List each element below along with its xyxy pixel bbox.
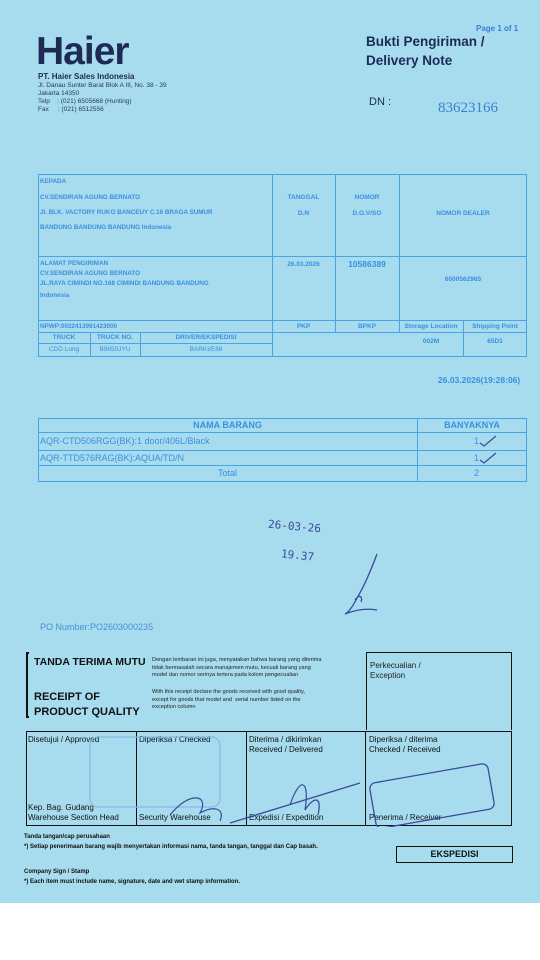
alamat-address-1: JL.RAYA CIMINDI NO.168 CIMINDI BANDUNG BANDUNG <box>40 280 209 287</box>
note-en: *) Each item must include name, signature, date and wet stamp information. <box>24 879 241 885</box>
truck-no-header: TRUCK NO. <box>96 334 134 341</box>
truck-value: CDD Long <box>48 346 80 353</box>
total-label: Total <box>217 468 237 478</box>
tanggal-header: TANGGAL <box>287 194 320 201</box>
tanggal-value: 26.03.2026 <box>287 261 320 268</box>
section-head-label: Kep. Bag. Gudang Warehouse Section Head <box>28 803 119 822</box>
kepada-label: KEPADA <box>40 178 67 185</box>
item-qty: 1 <box>474 436 480 446</box>
haier-logo: Haier <box>36 30 129 73</box>
approved-label: Disetujui / Approved <box>28 735 100 744</box>
driver-value: BARKI/E88 <box>189 346 223 353</box>
tanggal-subheader: D.N <box>297 210 310 217</box>
alamat-address-2: Indonesia <box>40 292 70 299</box>
driver-header: DRIVER/EKSPEDISI <box>175 334 237 341</box>
kepada-name: CV.SENDIRAN AGUNG BERNATO <box>40 194 141 201</box>
exception-label: Perkecualian / Exception <box>370 661 421 680</box>
pkp-header: PKP <box>296 323 311 330</box>
nomor-dealer-header: NOMOR DEALER <box>436 210 490 217</box>
company-address: Jl. Danau Sunter Barat Blok A III, No. 38 - 39 Jakarta 14350 Telp : (021) 6505668 (Hunting) Fax : (021) 6512556 <box>38 82 167 113</box>
divider <box>38 432 527 433</box>
divider <box>38 465 527 466</box>
security-label: Security Warehouse <box>139 813 211 822</box>
receipt-text-en: With this receipt declare the goods received with good quality, except for goods that model and serial number listed on the exception column <box>152 689 305 710</box>
divider <box>399 174 400 332</box>
stamp-label-id: Tanda tangan/cap perusahaan <box>24 834 110 840</box>
receipt-title-id: TANDA TERIMA MUTU <box>34 656 146 668</box>
kepada-address-1: Jl. BLK. VACTORY RUKO BANCEUY C.16 BRAGA SUMUR <box>40 209 213 216</box>
page-indicator: Page 1 of 1 <box>476 24 519 33</box>
po-number: PO Number:PO2603000235 <box>40 622 154 632</box>
alamat-name: CV.SENDIRAN AGUNG BERNATO <box>40 270 141 277</box>
print-timestamp: 26.03.2026(19:28:06) <box>438 375 521 385</box>
receipt-bracket <box>26 652 29 718</box>
bpkp-header: BPKP <box>357 323 377 330</box>
dn-label: DN : <box>369 96 391 108</box>
handwritten-date: 26-03-26 <box>267 517 322 536</box>
item-name: AQR-CTD506RGG(BK):1 door/406L/Black <box>40 436 210 446</box>
truck-no-value: B9650JYU <box>99 346 131 353</box>
kepada-address-2: BANDUNG BANDUNG BANDUNG Indonesia <box>40 224 172 231</box>
shipping-value: 65D1 <box>487 338 503 345</box>
divider <box>38 332 527 333</box>
dn-number: 83623166 <box>438 100 498 116</box>
nama-barang-header: NAMA BARANG <box>193 420 262 430</box>
receipt-text-id: Dengan lembaran ini juga, menyatakan bahwa barang yang diterima tidak bermasalah secara manajemen mutu, kecuali barang yang model dan nomor serinya tertera pada kolom pengecualian <box>152 657 322 678</box>
item-qty: 1 <box>474 453 480 463</box>
stamp-label-en: Company Sign / Stamp <box>24 869 90 875</box>
nomor-subheader: D.O.V/SO <box>352 210 382 217</box>
checked-received-label: Diperiksa / diterima Checked / Received <box>369 735 441 754</box>
total-value: 2 <box>474 468 480 478</box>
item-name: AQR-TTD576RAG(BK):AQUA/TD/N <box>40 453 185 463</box>
receipt-title-en: RECEIPT OF PRODUCT QUALITY <box>34 691 140 718</box>
nomor-value: 10586389 <box>348 259 386 269</box>
dealer-value: 6000562965 <box>444 276 482 283</box>
storage-header: Storage Location <box>404 323 458 330</box>
nomor-header: NOMOR <box>354 194 380 201</box>
document-title: Bukti Pengiriman / Delivery Note <box>366 34 485 68</box>
divider <box>38 343 272 344</box>
divider <box>38 450 527 451</box>
checkmark-icon <box>478 434 500 470</box>
delivered-label: Diterima / dikirimkan Received / Delivered <box>249 735 323 754</box>
company-name: PT. Haier Sales Indonesia <box>38 72 135 81</box>
stamp-marks <box>60 735 520 827</box>
expedition-label: Expedisi / Expedition <box>249 813 324 822</box>
banyaknya-header: BANYAKNYA <box>444 420 500 430</box>
storage-value: 002M <box>422 338 440 345</box>
copy-label: EKSPEDISI <box>396 846 513 863</box>
divider <box>38 256 527 257</box>
handwritten-time: 19.37 <box>280 547 315 564</box>
signature-mark <box>335 550 390 620</box>
checked-label: Diperiksa / Checked <box>139 735 211 744</box>
truck-header: TRUCK <box>52 334 76 341</box>
note-id: *) Setiap penerimaan barang wajib menyertakan informasi nama, tanda tangan, tanggal dan Cap basah. <box>24 844 318 850</box>
alamat-label: ALAMAT PENGIRIMAN <box>40 260 109 267</box>
shipping-header: Shipping Point <box>472 323 518 330</box>
receiver-label: Penerima / Receiver <box>369 813 442 822</box>
npwp: NPWP:0022413991423000 <box>40 323 118 330</box>
divider <box>38 320 527 321</box>
